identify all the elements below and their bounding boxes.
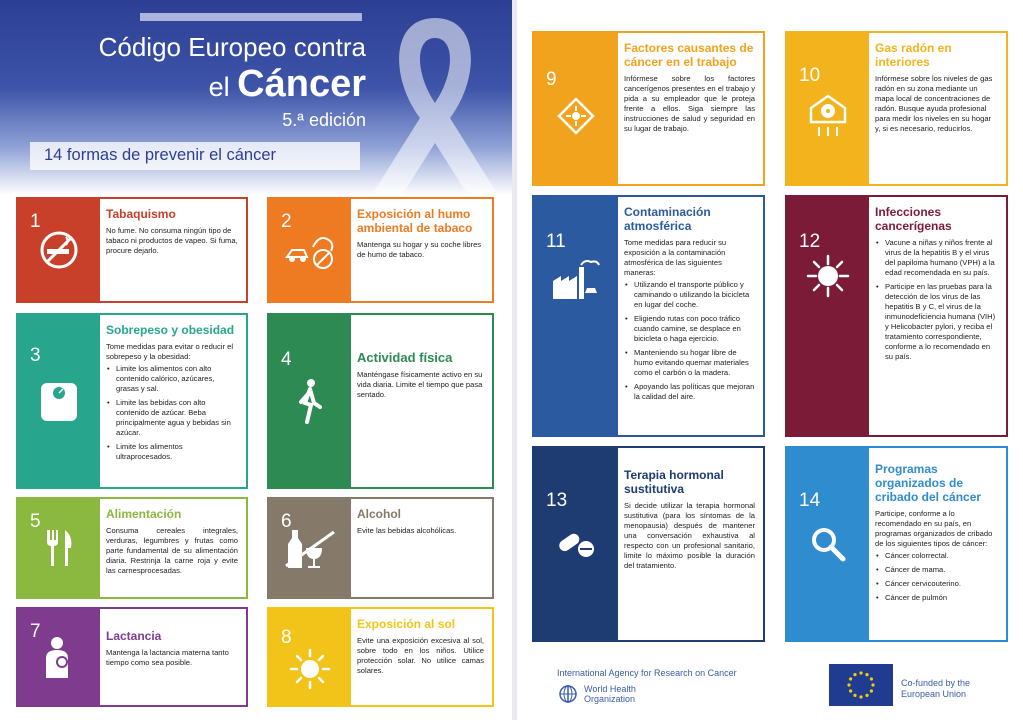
sun-icon (289, 648, 331, 690)
list-item: • Vacune a niñas y niños frente al virus de la hepatitis B y el virus del papiloma humano (VPH) a la edad recomendada en su país. (875, 238, 998, 278)
card-14: 14 Programas organizados de cribado del cáncer Participe, conforme a lo recomendado en su país, en programas organizados de cribado de los siguientes tipos de cáncer: • Cáncer colorrectal. • Cáncer de mama. • Cáncer cervicouterino. • Cáncer de pulmón (785, 446, 1008, 642)
card-body: Mantenga la lactancia materna tanto tiempo como sea posible. (106, 648, 229, 667)
card-body: Consuma cereales integrales, verduras, legumbres y frutas como parte fundamental de su alimentación diaria. Restrinja la carne roja y evite las carnesprocesadas. (106, 526, 238, 575)
title-line-2: el Cáncer (208, 63, 366, 105)
card-body: Si decide utilizar la terapia hormonal sustitutiva (para los síntomas de la menopausia) después de mantener una conversación exhaustiva al respecto con un profesional sanitario, limite lo máximo posible la duración del tratamiento. (624, 501, 755, 570)
card-5: 5 Alimentación Consuma cereales integrales, verduras, legumbres y frutas como parte fundamental de su alimentación diaria. Restrinja la carne roja y evite las carnesprocesadas. (16, 497, 248, 599)
list-item: • Apoyando las políticas que mejoran la calidad del aire. (624, 382, 755, 402)
card-bullets (875, 238, 998, 362)
card-body: Manténgase físicamente activo en su vida diaria. Limite el tiempo que pasa sentado. (357, 370, 483, 399)
card-bullets (875, 551, 998, 603)
breastfeeding-icon (42, 636, 76, 678)
card-title: Exposición al humo ambiental de tabaco (357, 207, 473, 235)
card-title: Sobrepeso y obesidad (106, 323, 235, 337)
list-item: • Manteniendo su hogar libre de humo evitando quemar materiales como el carbón o la madera. (624, 348, 755, 378)
card-6: 6 Alcohol Evite las bebidas alcohólicas. (267, 497, 494, 599)
card-8: 8 Exposición al sol Evite una exposición excesiva al sol, sobre todo en los niños. Utilice protección solar. No utilice camas solares. (267, 607, 494, 707)
walking-person-icon (295, 378, 325, 424)
card-12: 12 Infecciones cancerígenas • Vacune a niñas y niños frente al virus de la hepatitis B y el virus del papiloma humano (VPH) a la edad recomendada en su país. • Participe en las pruebas para la detección de los virus de las hepatitis B y C, el virus de la inmunodeficiencia humana (VIH) y Helicobacter pylori, y reciba el tratamiento correspondiente, conforme a lo recomendado en su país. (785, 195, 1008, 437)
card-body: Tome medidas para evitar o reducir el sobrepeso y la obesidad: (106, 342, 234, 361)
card-body: Mantenga su hogar y su coche libres de humo de tabaco. (357, 240, 482, 259)
card-7: 7 Lactancia Mantenga la lactancia materna tanto tiempo como sea posible. (16, 607, 248, 707)
card-1: 1 Tabaquismo No fume. No consuma ningún tipo de tabaco ni productos de vapeo. Si fuma, procure dejarlo. (16, 197, 248, 303)
subtitle-bar: 14 formas de prevenir el cáncer (30, 142, 360, 170)
card-title: Factores causantes de cáncer en el trabajo (624, 41, 754, 69)
eu-cofunded-label: Co-funded by the European Union (901, 678, 971, 699)
card-title: Terapia hormonal sustitutiva (624, 468, 724, 496)
secondhand-smoke-icon (283, 229, 337, 271)
card-body: Evite las bebidas alcohólicas. (357, 526, 457, 535)
card-11: 11 Contaminación atmosférica Tome medidas para reducir su exposición a la contaminación atmosférica de las siguientes maneras: • Utilizando el transporte público y caminando o utilizando la bicicleta en lugar del coche. • Eligiendo rutas con poco tráfico cuando camine, se desplace en bicicleta o haga ejercicio. • Manteniendo su hogar libre de humo evitando quemar materiales como el carbón o la madera. • Apoyando las políticas que mejoran la calidad del aire. (532, 195, 765, 437)
who-emblem-icon (557, 684, 579, 704)
card-3: 3 Sobrepeso y obesidad Tome medidas para evitar o reducir el sobrepeso y la obesidad: • Limite los alimentos con alto contenido calórico, azúcares, grasas y sal. • Limite las bebidas con alto contenido de azúcar. Beba principalmente agua y bebidas sin azúcar. • Limite los alimentos ultraprocesados. (16, 313, 248, 489)
card-body: No fume. No consuma ningún tipo de tabaco ni productos de vapeo. Si fuma, procure dejarlo. (106, 226, 238, 255)
card-10: 10 Gas radón en interiores Infórmese sobre los niveles de gas radón en su zona mediante un mapa local de concentraciones de radón. Busque ayuda profesional para medir los niveles en su hogar y, si es necesario, reducirlos. (785, 31, 1008, 186)
card-body: Infórmese sobre los factores cancerígenos presentes en el trabajo y pida a su empleador que le proteja frente a ellos. Siga siempre las instrucciones de salud y seguridad en su lugar de trabajo. (624, 74, 755, 133)
edition-label: 5.ª edición (282, 110, 366, 130)
who-logo: World Health Organization (557, 684, 636, 704)
right-page (517, 0, 1023, 720)
card-title: Programas organizados de cribado del cáncer (875, 462, 982, 504)
scale-icon (39, 379, 79, 423)
card-bullets (106, 364, 238, 462)
header-banner (0, 0, 512, 195)
list-item: • Cáncer de pulmón (875, 593, 998, 603)
card-title: Actividad física (357, 350, 453, 365)
card-title: Lactancia (106, 629, 162, 643)
card-body: Tome medidas para reducir su exposición a la contaminación atmosférica de las siguientes maneras: (624, 238, 727, 277)
virus-icon (806, 254, 850, 298)
list-item: • Cáncer de mama. (875, 565, 998, 575)
list-item: • Utilizando el transporte público y caminando o utilizando la bicicleta en lugar del coche. (624, 280, 755, 310)
card-body: Infórmese sobre los niveles de gas radón en su zona mediante un mapa local de concentraciones de radón. Busque ayuda profesional para medir los niveles en su hogar y, si es necesario, reducirlos. (875, 74, 993, 133)
card-2: 2 Exposición al humo ambiental de tabaco Mantenga su hogar y su coche libres de humo de tabaco. (267, 197, 494, 303)
card-4: 4 Actividad física Manténgase físicamente activo en su vida diaria. Limite el tiempo que pasa sentado. (267, 313, 494, 489)
list-item: • Limite los alimentos con alto contenido calórico, azúcares, grasas y sal. (106, 364, 238, 394)
alcohol-icon (284, 526, 336, 570)
no-smoking-icon (38, 229, 80, 271)
pills-icon (556, 529, 596, 559)
card-title: Contaminación atmosférica (624, 205, 711, 233)
factory-pollution-icon (551, 259, 601, 301)
awareness-ribbon-icon (350, 8, 512, 195)
card-9: 9 Factores causantes de cáncer en el trabajo Infórmese sobre los factores cancerígenos presentes en el trabajo y pida a su empleador que le proteja frente a ellos. Siga siempre las instrucciones de salud y seguridad en su lugar de trabajo. (532, 31, 765, 186)
card-13: 13 Terapia hormonal sustitutiva Si decide utilizar la terapia hormonal sustitutiva (para los síntomas de la menopausia) después de mantener una conversación exhaustiva al respecto con un profesional sanitario, limite lo máximo posible la duración del tratamiento. (532, 446, 765, 642)
card-body: Evite una exposición excesiva al sol, sobre todo en los niños. Utilice protección solar. No utilice camas solares. (357, 636, 484, 675)
card-bullets (624, 280, 755, 402)
list-item: • Cáncer colorrectal. (875, 551, 998, 561)
iarc-name: International Agency for Research on Cancer (557, 668, 737, 678)
card-title: Alimentación (106, 507, 182, 521)
card-title: Infecciones cancerígenas (875, 205, 952, 233)
list-item: • Limite los alimentos ultraprocesados. (106, 442, 238, 462)
card-title: Exposición al sol (357, 617, 456, 631)
header-top-bar (140, 13, 362, 21)
title-line-1: Código Europeo contra (98, 32, 366, 62)
card-title: Tabaquismo (106, 207, 176, 221)
fork-knife-icon (43, 528, 75, 568)
eu-flag-icon (829, 664, 893, 706)
list-item: • Participe en las pruebas para la detección de los virus de las hepatitis B y C, el virus de la inmunodeficiencia humana (VIH) y Helicobacter pylori, y reciba el tratamiento correspondiente, conforme a lo recomendado en su país. (875, 282, 998, 362)
radon-icon (809, 94, 847, 138)
list-item: • Eligiendo rutas con poco tráfico cuando camine, se desplace en bicicleta o haga ejercicio. (624, 314, 755, 344)
hazard-icon (556, 96, 596, 136)
magnifier-icon (810, 526, 846, 562)
card-title: Gas radón en interiores (875, 41, 952, 69)
card-body: Participe, conforme a lo recomendado en su país, en programas organizados de cribado de los siguientes tipos de cáncer: (875, 509, 993, 548)
list-item: • Limite las bebidas con alto contenido de azúcar. Beba principalmente agua y bebidas sin azúcar. (106, 398, 238, 438)
card-title: Alcohol (357, 507, 401, 521)
list-item: • Cáncer cervicouterino. (875, 579, 998, 589)
